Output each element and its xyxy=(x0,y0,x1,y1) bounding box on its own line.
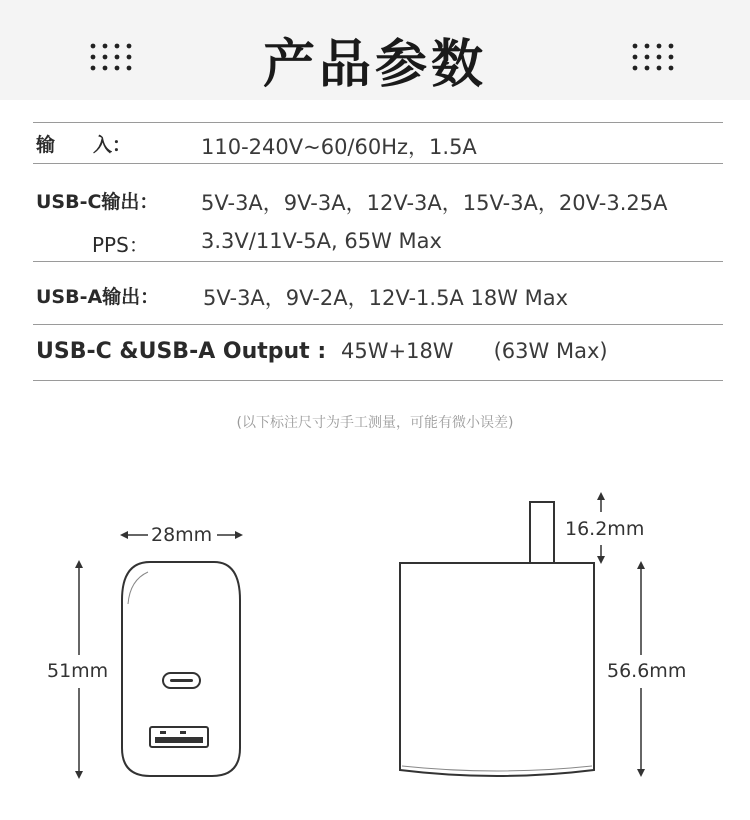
spec-value-input: 110-240V~60/60Hz，1.5A xyxy=(201,135,477,159)
spec-label-combined: USB-C &USB-A Output : xyxy=(36,339,327,364)
spec-label-usbc: USB-C输出： xyxy=(36,191,159,213)
spec-label-input: 输 入： xyxy=(36,134,132,156)
front-height-label: 51mm xyxy=(47,660,109,682)
spec-value-pps: 3.3V/11V-5A, 65W Max xyxy=(201,229,442,253)
side-height-label: 56.6mm xyxy=(607,660,687,682)
side-view xyxy=(400,502,594,776)
page-title: 产品参数 xyxy=(262,35,487,95)
spec-label-usba: USB-A输出： xyxy=(36,286,160,308)
front-view xyxy=(122,562,240,776)
width-dimension-label: 28mm xyxy=(151,524,213,546)
spec-value-usba: 5V-3A，9V-2A，12V-1.5A 18W Max xyxy=(203,286,569,310)
usb-c-port-icon xyxy=(163,673,200,688)
usb-a-port-icon xyxy=(150,727,208,747)
spec-label-pps: PPS： xyxy=(92,233,149,257)
measurement-note: (以下标注尺寸为手工测量，可能有微小误差) xyxy=(236,415,514,431)
spec-value-combined: 45W+18W (63W Max) xyxy=(341,339,608,363)
prong-length-label: 16.2mm xyxy=(565,518,645,540)
spec-value-usbc: 5V-3A，9V-3A，12V-3A，15V-3A，20V-3.25A xyxy=(201,191,668,215)
